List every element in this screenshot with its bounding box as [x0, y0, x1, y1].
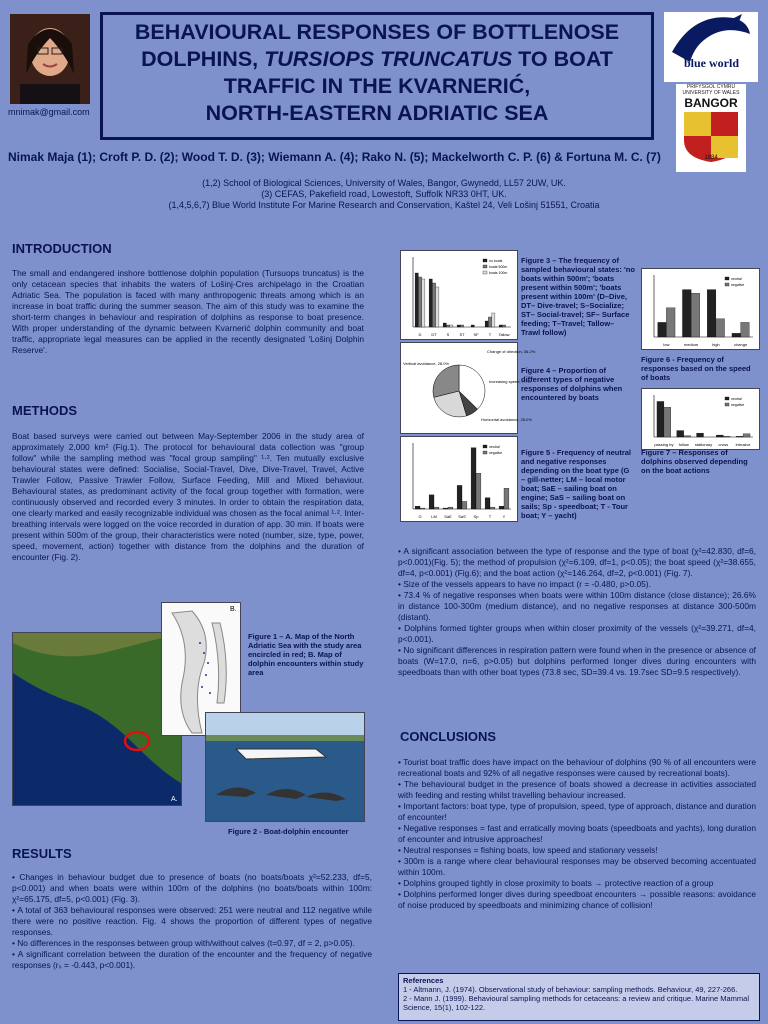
- fig4-label-b: Increasing speed, 7.7%: [489, 379, 531, 384]
- fig6-legend: [725, 277, 744, 287]
- fig5-bar-LM-negative: [434, 507, 439, 509]
- fig5-bar-SaE-neutral: [443, 508, 448, 509]
- right-results-item-5: • No significant differences in respiration pattern were found when in the presence or absence of boats (W=17.0, n=6, p>0.05) but dolphins performed longer dives during encounters with speedboats than with other boat types (73.8 sec, SD=39.4 vs. 19.7sec SD=9.5 respectively).: [398, 645, 756, 677]
- fig5-bar-Y-negative: [504, 488, 509, 509]
- title-line-4: NORTH-EASTERN ADRIATIC SEA: [205, 101, 549, 125]
- email: mnimak@gmail.com: [8, 107, 90, 117]
- fig3-tick-SF: SF: [473, 332, 479, 337]
- fig6-tick-change: change: [734, 342, 748, 347]
- reference-1: 1 - Altmann, J. (1974). Observational study of behaviour: sampling methods. Behaviour, 49, 227-266.: [403, 985, 738, 994]
- fig7-legend-swatch-1: [725, 403, 729, 406]
- references-box: [398, 973, 760, 1021]
- fig3-bar-DT-boats 500m: [432, 283, 435, 327]
- fig3-bar-S-no boats: [443, 323, 446, 327]
- figure-6-caption: Figure 6 - Frequency of responses based on the speed of boats: [641, 355, 751, 382]
- fig3-bar-Tallow-no boats: [499, 325, 502, 327]
- fig3-legend: [483, 259, 507, 275]
- results-item-4: • A significant correlation between the duration of the encounter and the frequency of negative responses (rₛ = -0.443, p<0.001).: [12, 949, 372, 970]
- right-results-item-4: • Dolphins formed tighter groups when within closer proximity of the vessels (χ²=39.271, df=4, p<0.001).: [398, 623, 756, 644]
- fig5-bar-SaE-negative: [448, 507, 453, 509]
- bangor-crest: [676, 110, 746, 162]
- fig5-tick-Y: Y: [502, 514, 506, 519]
- fig7-bar-passing by-negative: [664, 407, 671, 437]
- authors: Nimak Maja (1); Croft P. D. (2); Wood T. D. (3); Wiemann A. (4); Rako N. (5); Mackelworth C. P. (6) & Fortuna M. C. (7): [8, 150, 661, 164]
- fig7-bar-cross-negative: [723, 436, 730, 437]
- fig6-bar-low-negative: [666, 308, 675, 337]
- fig3-legend-label-1: boats 500m: [489, 265, 508, 269]
- fig3-legend-swatch-2: [483, 271, 487, 274]
- fig7-tick-stationary: stationary: [694, 442, 713, 447]
- figure-1-caption: Figure 1 – A. Map of the North Adriatic Sea with the study area encircled in red; B. Map of dolphin encounters within study area: [248, 632, 364, 677]
- fig7-bar-stationary-neutral: [697, 433, 704, 437]
- fig7-legend-label-1: negative: [731, 403, 745, 407]
- author-photo: [10, 14, 90, 104]
- title-line-3: TRAFFIC IN THE KVARNERIĆ,: [223, 74, 531, 98]
- figure-5-caption: Figure 5 - Frequency of neutral and negative responses depending on the boat type (G – gill-netter; LM – local motor boat; SaE – sailing boat on engine; SaS – sailing boat on sails; Sp - speedboat; T - Tour boat; Y – yacht): [521, 448, 632, 520]
- fig5-bar-LM-neutral: [429, 495, 434, 509]
- fig5-bar-SaS-negative: [462, 501, 467, 509]
- right-results-item-1: • A significant association between the type of response and the type of boat (χ²=42.830, df=6, p<0.001)(Fig. 5); the method of propulsion (χ²=6.109, df=1, p<0.05); the boat speed (χ²=38.655, df=4, p<0.001) (Fig.6); and the boat action (χ²=146.264, df=2, p<0.001) (Fig. 7).: [398, 546, 756, 578]
- fig7-bar-cross-neutral: [716, 435, 723, 437]
- fig5-bar-G-neutral: [415, 506, 420, 509]
- conclusion-3: • Important factors: boat type, type of propulsion, speed, type of approach, distance and duration of encounter!: [398, 801, 756, 822]
- fig3-bar-Tallow-boats 500m: [502, 325, 505, 327]
- figure-4-chart: [400, 342, 536, 434]
- right-results-item-3: • 73.4 % of negative responses when boats were within 100m distance (close distance); 26.6% in distance 100-300m (medium distance), and no negative responses at distance 300-500m (distant).: [398, 590, 756, 622]
- fig5-tick-T: T: [488, 514, 492, 519]
- fig3-tick-D: D: [418, 332, 422, 337]
- fig5-bar-Sp-neutral: [471, 448, 476, 509]
- fig5-tick-SaS: SaS: [458, 514, 466, 519]
- fig5-bar-Y-neutral: [499, 506, 504, 509]
- fig3-tick-ST: ST: [459, 332, 465, 337]
- fig5-bar-T-negative: [490, 507, 495, 509]
- figure-2-caption: Figure 2 - Boat-dolphin encounter: [228, 827, 349, 836]
- fig3-bar-D-no boats: [415, 273, 418, 327]
- fig5-legend: [483, 445, 502, 455]
- figure-5-chart: [400, 436, 518, 522]
- references-heading: References: [403, 976, 444, 985]
- fig5-bar-T-neutral: [485, 498, 490, 509]
- fig4-label-d: Vertical avoidance, 28.0%: [403, 361, 450, 366]
- fig5-bar-G-negative: [420, 508, 425, 509]
- fig3-tick-T: T: [488, 332, 492, 337]
- fig3-bar-S-boats 100m: [450, 325, 453, 327]
- poster-title: [100, 12, 654, 140]
- fig5-tick-Sp: Sp: [473, 514, 479, 519]
- fig5-legend-label-0: neutral: [489, 445, 500, 449]
- methods-heading: METHODS: [12, 403, 77, 418]
- fig6-bar-high-neutral: [707, 290, 716, 337]
- results-heading: RESULTS: [12, 846, 72, 861]
- blue-world-logo: [664, 12, 758, 82]
- fig5-legend-swatch-1: [483, 451, 487, 454]
- fig3-legend-label-2: boats 100m: [489, 271, 508, 275]
- fig6-legend-swatch-1: [725, 283, 729, 286]
- conclusions-heading: CONCLUSIONS: [400, 729, 497, 744]
- blue-world-text: blue world: [684, 56, 740, 70]
- title-line-1: BEHAVIOURAL RESPONSES OF BOTTLENOSE: [134, 20, 620, 44]
- conclusion-4: • Negative responses = fast and erratically moving boats (speedboats and yachts), long duration of encounter and intrusive approaches!: [398, 823, 756, 844]
- fig6-bar-medium-neutral: [682, 290, 691, 337]
- fig7-bar-follow-neutral: [677, 431, 684, 437]
- fig3-bar-S-boats 500m: [446, 325, 449, 327]
- affiliation-2: (3) CEFAS, Pakefield road, Lowestoft, Suffolk NR33 0HT, UK.: [261, 189, 507, 199]
- map-adriatic: [12, 632, 182, 806]
- fig6-tick-medium: medium: [684, 342, 699, 347]
- fig3-bar-T-no boats: [485, 321, 488, 327]
- introduction-text: The small and endangered inshore bottlenose dolphin population (Tursuops truncatus) is the only cetacean species that inhabits the waters of Lošinj-Cres archipelago in the Croatian Adriatic Sea. The population is faced with many anthropogenic threats among which is an increase in boat traffic during the summer season. The aim of this study was to examine the short-term changes in behaviour and respiration of dolphins as response to boat presence. With proper understanding of the dynamic between Kvarnerić dolphin community and boat traffic, appropriate legal measures can be applied in the recently designated 'Lošinj Dolphin Reserve'.: [12, 268, 364, 355]
- fig3-tick-DT: DT: [431, 332, 437, 337]
- fig3-bar-T-boats 100m: [492, 313, 495, 327]
- fig5-bar-SaS-neutral: [457, 485, 462, 509]
- figure-3-caption: Figure 3 – The frequency of sampled behavioural states: 'no boats within 500m'; 'boats present within 500m'; 'boats present within 100m' (D–Dive, DT– Dive-travel; S–Socialize; ST– Social-travel; SF– Surface feeding; T–Travel; Tallow– Trawl follow): [521, 256, 635, 337]
- fig7-tick-follow: follow: [678, 442, 689, 447]
- fig4-label-c: Horizontal avoidance, 25.0%: [481, 417, 532, 422]
- conclusions-list: [398, 757, 756, 911]
- fig7-legend-label-0: neutral: [731, 397, 742, 401]
- fig6-tick-high: high: [712, 342, 720, 347]
- fig6-legend-label-0: neutral: [731, 277, 742, 281]
- boat-dolphin-photo: [205, 712, 365, 822]
- fig7-legend: [725, 397, 744, 407]
- fig3-bar-SF-no boats: [471, 325, 474, 327]
- figure-6-chart: [641, 268, 760, 350]
- fig5-tick-SaE: SaE: [444, 514, 452, 519]
- fig7-tick-cross: cross: [718, 442, 729, 447]
- conclusion-2: • The behavioural budget in the presence of boats showed a decrease in activities associated with feeding and resting whilst travelling behaviour increased.: [398, 779, 756, 800]
- conclusion-5: • Neutral responses = fishing boats, low speed and stationary vessels!: [398, 845, 658, 855]
- results-item-3: • No differences in the responses between group with/without calves (t=0.97, df = 2, p>0.05).: [12, 938, 355, 948]
- fig5-tick-LM: LM: [431, 514, 437, 519]
- fig3-bar-DT-boats 100m: [436, 287, 439, 327]
- fig3-legend-swatch-0: [483, 259, 487, 262]
- results-list: [12, 872, 372, 971]
- fig3-bar-D-boats 100m: [422, 279, 425, 327]
- right-results-list: [398, 546, 756, 678]
- fig3-bar-ST-no boats: [457, 325, 460, 327]
- methods-text: Boat based surveys were carried out between May-September 2006 in the study area of approximately 2,000 km² (Fig.1). The protocol for behavioural data collection was "group follow" while the sampling method was "focal group sampling" ¹·². Ten mutually exclusive behavioural states were defined: Socialise, Social-Travel, Dive, Dive-Travel, Travel, Active Trawler Follow, Passive Trawler Follow, Surface Feeding, Mill and Mixed behaviour. Behavioural states, as predominant activity of the focal group together with formation, were continuously observed and recorded every 3 minutes. In order to obtain the respiration data, one clearly marked and easily recognizable individual was chosen as the focal animal ¹·². Inter-breathing intervals were logged on the voice recorded in duration of app. 30 min. If boats were present within 500m of the group, their characteristics were noted (number, size, type, power, speed, movement, action) together with distance from the dolphins and the duration of encounter (Fig. 2).: [12, 431, 364, 562]
- fig6-tick-low: low: [663, 342, 670, 347]
- introduction-heading: INTRODUCTION: [12, 241, 112, 256]
- fig7-bar-follow-negative: [684, 436, 691, 437]
- fig6-bar-change-negative: [741, 322, 750, 337]
- fig3-tick-S: S: [446, 332, 450, 337]
- fig6-bar-medium-negative: [691, 293, 700, 337]
- fig3-bar-ST-boats 500m: [460, 325, 463, 327]
- fig6-bar-high-negative: [716, 319, 725, 337]
- fig7-tick-intrusive: intrusive: [735, 442, 751, 447]
- svg-text:A.: A.: [171, 796, 178, 803]
- svg-text:B.: B.: [230, 606, 237, 613]
- fig5-legend-label-1: negative: [489, 451, 503, 455]
- results-item-1: • Changes in behaviour budget due to presence of boats (no boats/boats χ²=52.233, df=5, p<0.001) and when boats were within 100m of the dolphins (no boats/boats within 100m: χ²=65.175, df=5, p<0.001) (Fig. 3).: [12, 872, 372, 904]
- conclusion-8: • Dolphins performed longer dives during speedboat encounters → possible reasons: avoidance of noise produced by speedboats and minimizing chance of collision!: [398, 889, 756, 910]
- fig3-bar-T-boats 500m: [488, 317, 491, 327]
- fig6-legend-swatch-0: [725, 277, 729, 280]
- figure-7-caption: Figure 7 – Responses of dolphins observed depending on the boat actions: [641, 448, 748, 475]
- fig3-legend-swatch-1: [483, 265, 487, 268]
- title-line-2: DOLPHINS, TURSIOPS TRUNCATUS TO BOAT: [141, 47, 613, 71]
- fig7-bar-passing by-neutral: [657, 401, 664, 437]
- conclusion-1: • Tourist boat traffic does have impact on the behaviour of dolphins (90 % of all encounters were recreational boats and 92% of all negative responses were caused by recreational boats).: [398, 757, 756, 778]
- fig3-tick-Tallow: Tallow: [498, 332, 510, 337]
- conclusion-7: • Dolphins grouped tightly in close proximity to boats → protective reaction of a group: [398, 878, 714, 888]
- reference-2: 2 - Mann J. (1999). Behavioural sampling methods for cetaceans: a review and critique. Marine Mammal Science, 15(1), 102-122.: [403, 994, 749, 1012]
- fig7-bar-intrusive-negative: [743, 434, 750, 437]
- fig6-legend-label-1: negative: [731, 283, 745, 287]
- results-item-2: • A total of 363 behavioural responses were observed: 251 were neutral and 112 negative while there were no positive reaction. Fig. 4 shows the proportion of different types of negative responses.: [12, 905, 372, 937]
- bangor-logo: PRIFYSGOL CYMRU UNIVERSITY OF WALES BANGOR 1884: [676, 84, 746, 172]
- fig7-tick-passing by: passing by: [654, 442, 674, 447]
- fig5-bar-Sp-negative: [476, 473, 481, 509]
- svg-text:1884: 1884: [704, 155, 718, 161]
- fig4-label-a: Change of direction, 36.2%: [487, 349, 536, 354]
- figure-4-caption: Figure 4 – Proportion of different types of negative responses of dolphins when encountered by boats: [521, 366, 623, 402]
- figure-3-chart: [400, 250, 518, 340]
- fig6-bar-change-neutral: [732, 333, 741, 337]
- fig5-legend-swatch-0: [483, 445, 487, 448]
- affiliation-1: (1,2) School of Biological Sciences, University of Wales, Bangor, Gwynedd, LL57 2UW, UK.: [202, 178, 566, 188]
- fig5-tick-G: G: [418, 514, 422, 519]
- fig3-legend-label-0: no boats: [489, 259, 503, 263]
- conclusion-6: • 300m is a range where clear behavioural responses may be observed becoming accentuated within 100m.: [398, 856, 756, 877]
- fig7-bar-intrusive-neutral: [736, 436, 743, 437]
- fig7-legend-swatch-0: [725, 397, 729, 400]
- affiliation-3: (1,4,5,6,7) Blue World Institute For Marine Research and Conservation, Kaštel 24, Veli Lošinj 51551, Croatia: [168, 200, 600, 210]
- fig3-bar-D-boats 500m: [418, 277, 421, 327]
- right-results-item-2: • Size of the vessels appears to have no impact (r = -0.480, p>0.05).: [398, 579, 651, 589]
- fig3-bar-DT-no boats: [429, 279, 432, 327]
- fig6-bar-low-neutral: [658, 322, 667, 337]
- figure-7-chart: [641, 388, 760, 450]
